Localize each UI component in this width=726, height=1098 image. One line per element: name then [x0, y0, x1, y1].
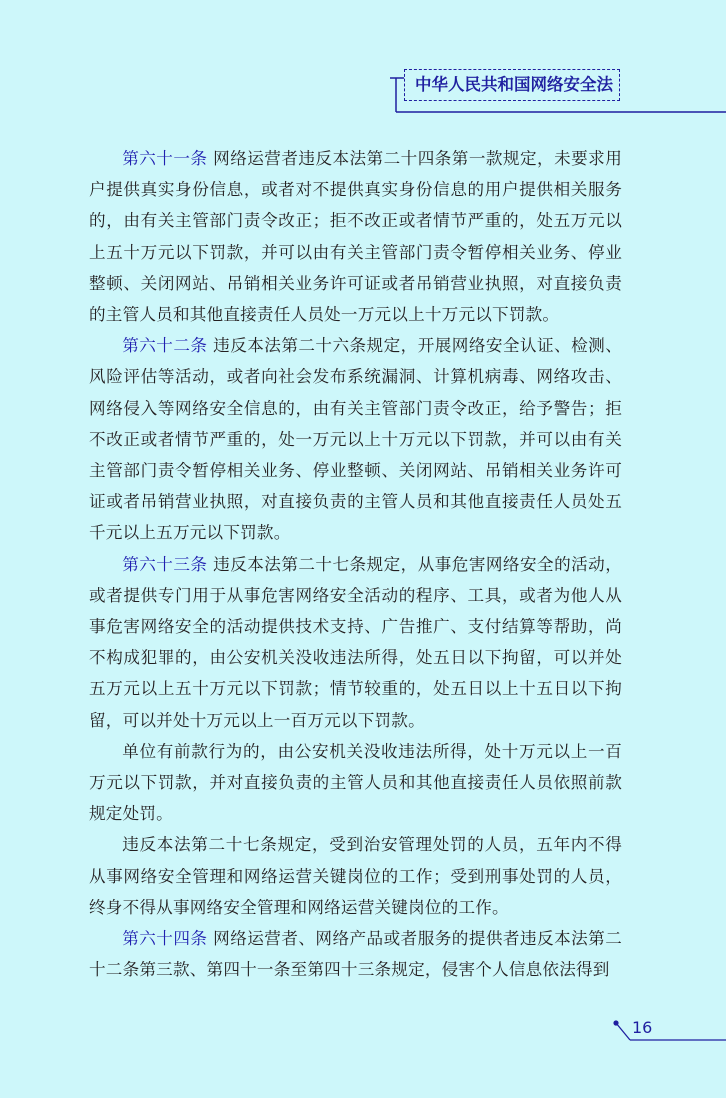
- running-header-title: 中华人民共和国网络安全法: [415, 75, 613, 94]
- article-text: 单位有前款行为的，由公安机关没收违法所得，处十万元以上一百万元以下罚款，并对直接负责的主管人员和其他直接责任人员依照前款规定处罚。: [89, 741, 622, 824]
- paragraph-article-61: [89, 143, 622, 330]
- article-text: 违反本法第二十七条规定，受到治安管理处罚的人员，五年内不得从事网络安全管理和网络运营关键岗位的工作；受到刑事处罚的人员，终身不得从事网络安全管理和网络运营关键岗位的工作。: [89, 835, 622, 917]
- page-number: 16: [632, 1018, 653, 1037]
- article-text: 网络运营者、网络产品或者服务的提供者违反本法第二十二条第三款、第四十一条至第四十三条规定，侵害个人信息依法得到: [89, 929, 622, 980]
- article-number: 第六十二条: [122, 336, 208, 356]
- article-number: 第六十四条: [122, 929, 208, 949]
- law-text-body: [89, 143, 622, 985]
- paragraph-article-64: [89, 923, 622, 985]
- article-number: 第六十三条: [122, 554, 208, 574]
- article-text: 违反本法第二十六条规定，开展网络安全认证、检测、风险评估等活动，或者向社会发布系统漏洞、计算机病毒、网络攻击、网络侵入等网络安全信息的，由有关主管部门责令改正，给予警告；拒不改正或者情节严重的，处一万元以上十万元以下罚款，并可以由有关主管部门责令暂停相关业务、停业整顿、关闭网站、吊销相关业务许可证或者吊销营业执照，对直接负责的主管人员和其他直接责任人员处五千元以上五万元以下罚款。: [89, 336, 622, 543]
- article-number: 第六十一条: [122, 149, 208, 168]
- paragraph-article-63-clause-3: [89, 829, 622, 923]
- article-text: 违反本法第二十七条规定，从事危害网络安全的活动，或者提供专门用于从事危害网络安全活动的程序、工具，或者为他人从事危害网络安全的活动提供技术支持、广告推广、支付结算等帮助，尚不构成犯罪的，由公安机关没收违法所得，处五日以下拘留，可以并处五万元以上五十万元以下罚款；情节较重的，处五日以上十五日以下拘留，可以并处十万元以上一百万元以下罚款。: [89, 554, 622, 730]
- article-text: 网络运营者违反本法第二十四条第一款规定，未要求用户提供真实身份信息，或者对不提供真实身份信息的用户提供相关服务的，由有关主管部门责令改正；拒不改正或者情节严重的，处五万元以上五十万元以下罚款，并可以由有关主管部门责令暂停相关业务、停业整顿、关闭网站、吊销相关业务许可证或者吊销营业执照，对直接负责的主管人员和其他直接责任人员处一万元以上十万元以下罚款。: [89, 149, 622, 325]
- paragraph-article-63: [89, 549, 622, 736]
- footer-decoration: [610, 1018, 726, 1044]
- paragraph-article-63-clause-2: [89, 736, 622, 830]
- paragraph-article-62: [89, 330, 622, 548]
